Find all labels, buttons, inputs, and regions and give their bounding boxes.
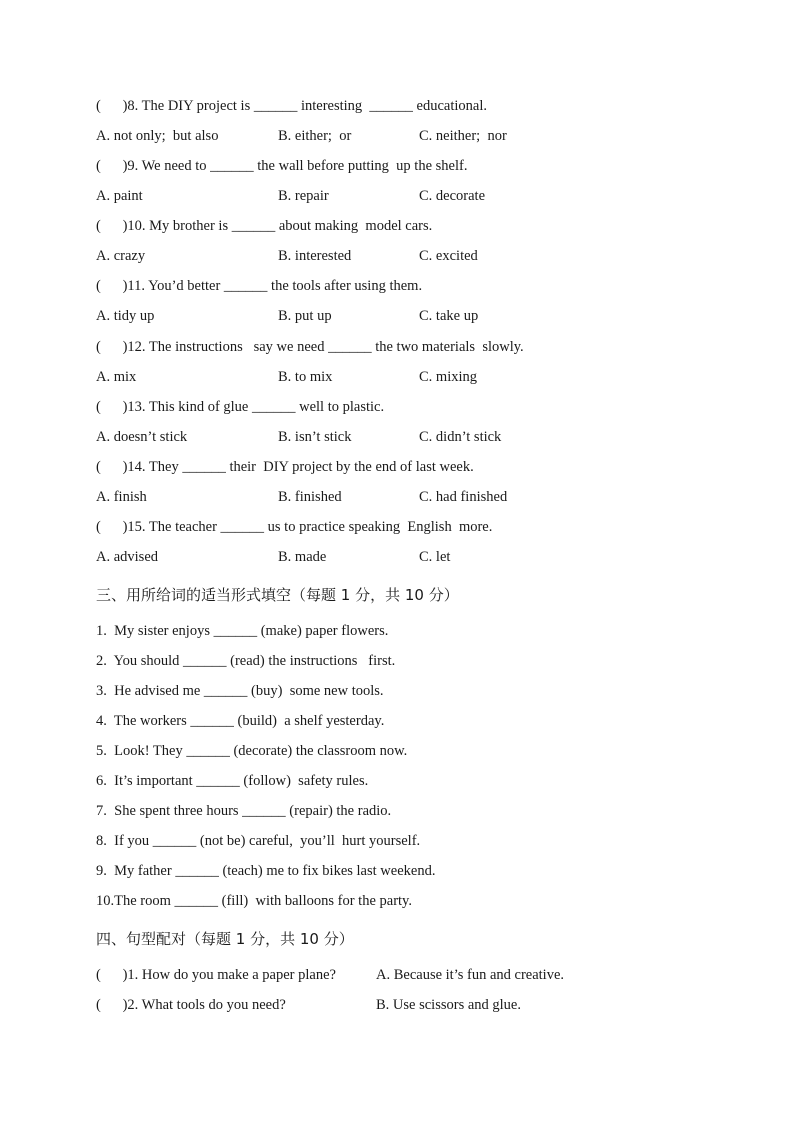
option-c: C. take up [419,308,479,324]
fill-blank-item: 2. You should ______ (read) the instructions first. [96,653,396,669]
fill-blank-item: 5. Look! They ______ (decorate) the classroom now. [96,743,408,759]
fill-blank-item: 8. If you ______ (not be) careful, you’ll hurt yourself. [96,833,421,849]
option-c: C. had finished [419,489,508,505]
option-b: B. put up [278,308,332,324]
option-a: A. doesn’t stick [96,429,188,445]
option-b: B. interested [278,248,352,264]
option-a: A. finish [96,489,147,505]
option-c: C. excited [419,248,478,264]
option-a: A. paint [96,188,143,204]
match-question: ( )1. How do you make a paper plane? [96,967,336,983]
option-c: C. didn’t stick [419,429,502,445]
option-a: A. tidy up [96,308,155,324]
option-c: C. neither; nor [419,128,507,144]
match-answer: A. Because it’s fun and creative. [376,967,565,983]
match-question: ( )2. What tools do you need? [96,997,286,1013]
option-c: C. decorate [419,188,486,204]
fill-blank-item: 10.The room ______ (fill) with balloons for the party. [96,893,412,909]
question-stem: ( )8. The DIY project is ______ interesting ______ educational. [96,98,488,114]
option-b: B. finished [278,489,342,505]
fill-blank-item: 4. The workers ______ (build) a shelf yesterday. [96,713,385,729]
option-a: A. mix [96,369,137,385]
option-c: C. let [419,549,451,565]
option-a: A. advised [96,549,159,565]
fill-blank-item: 9. My father ______ (teach) me to fix bikes last weekend. [96,863,436,879]
option-a: A. not only; but also [96,128,219,144]
option-c: C. mixing [419,369,478,385]
question-stem: ( )10. My brother is ______ about making model cars. [96,218,433,234]
fill-blank-item: 6. It’s important ______ (follow) safety rules. [96,773,369,789]
question-stem: ( )15. The teacher ______ us to practice speaking English more. [96,519,493,535]
question-stem: ( )12. The instructions say we need ______ the two materials slowly. [96,339,524,355]
fill-blank-item: 1. My sister enjoys ______ (make) paper flowers. [96,623,389,639]
option-a: A. crazy [96,248,146,264]
match-answer: B. Use scissors and glue. [376,997,521,1013]
fill-blank-item: 3. He advised me ______ (buy) some new tools. [96,683,384,699]
fill-blank-item: 7. She spent three hours ______ (repair) the radio. [96,803,392,819]
section-heading: 三、用所给词的适当形式填空（每题 1 分，共 10 分） [96,586,459,604]
option-b: B. isn’t stick [278,429,352,445]
option-b: B. repair [278,188,329,204]
question-stem: ( )14. They ______ their DIY project by the end of last week. [96,459,474,475]
option-b: B. made [278,549,327,565]
option-b: B. to mix [278,369,333,385]
section-heading: 四、句型配对（每题 1 分，共 10 分） [96,930,354,948]
question-stem: ( )11. You’d better ______ the tools after using them. [96,278,423,294]
question-stem: ( )9. We need to ______ the wall before putting up the shelf. [96,158,468,174]
option-b: B. either; or [278,128,352,144]
question-stem: ( )13. This kind of glue ______ well to plastic. [96,399,385,415]
